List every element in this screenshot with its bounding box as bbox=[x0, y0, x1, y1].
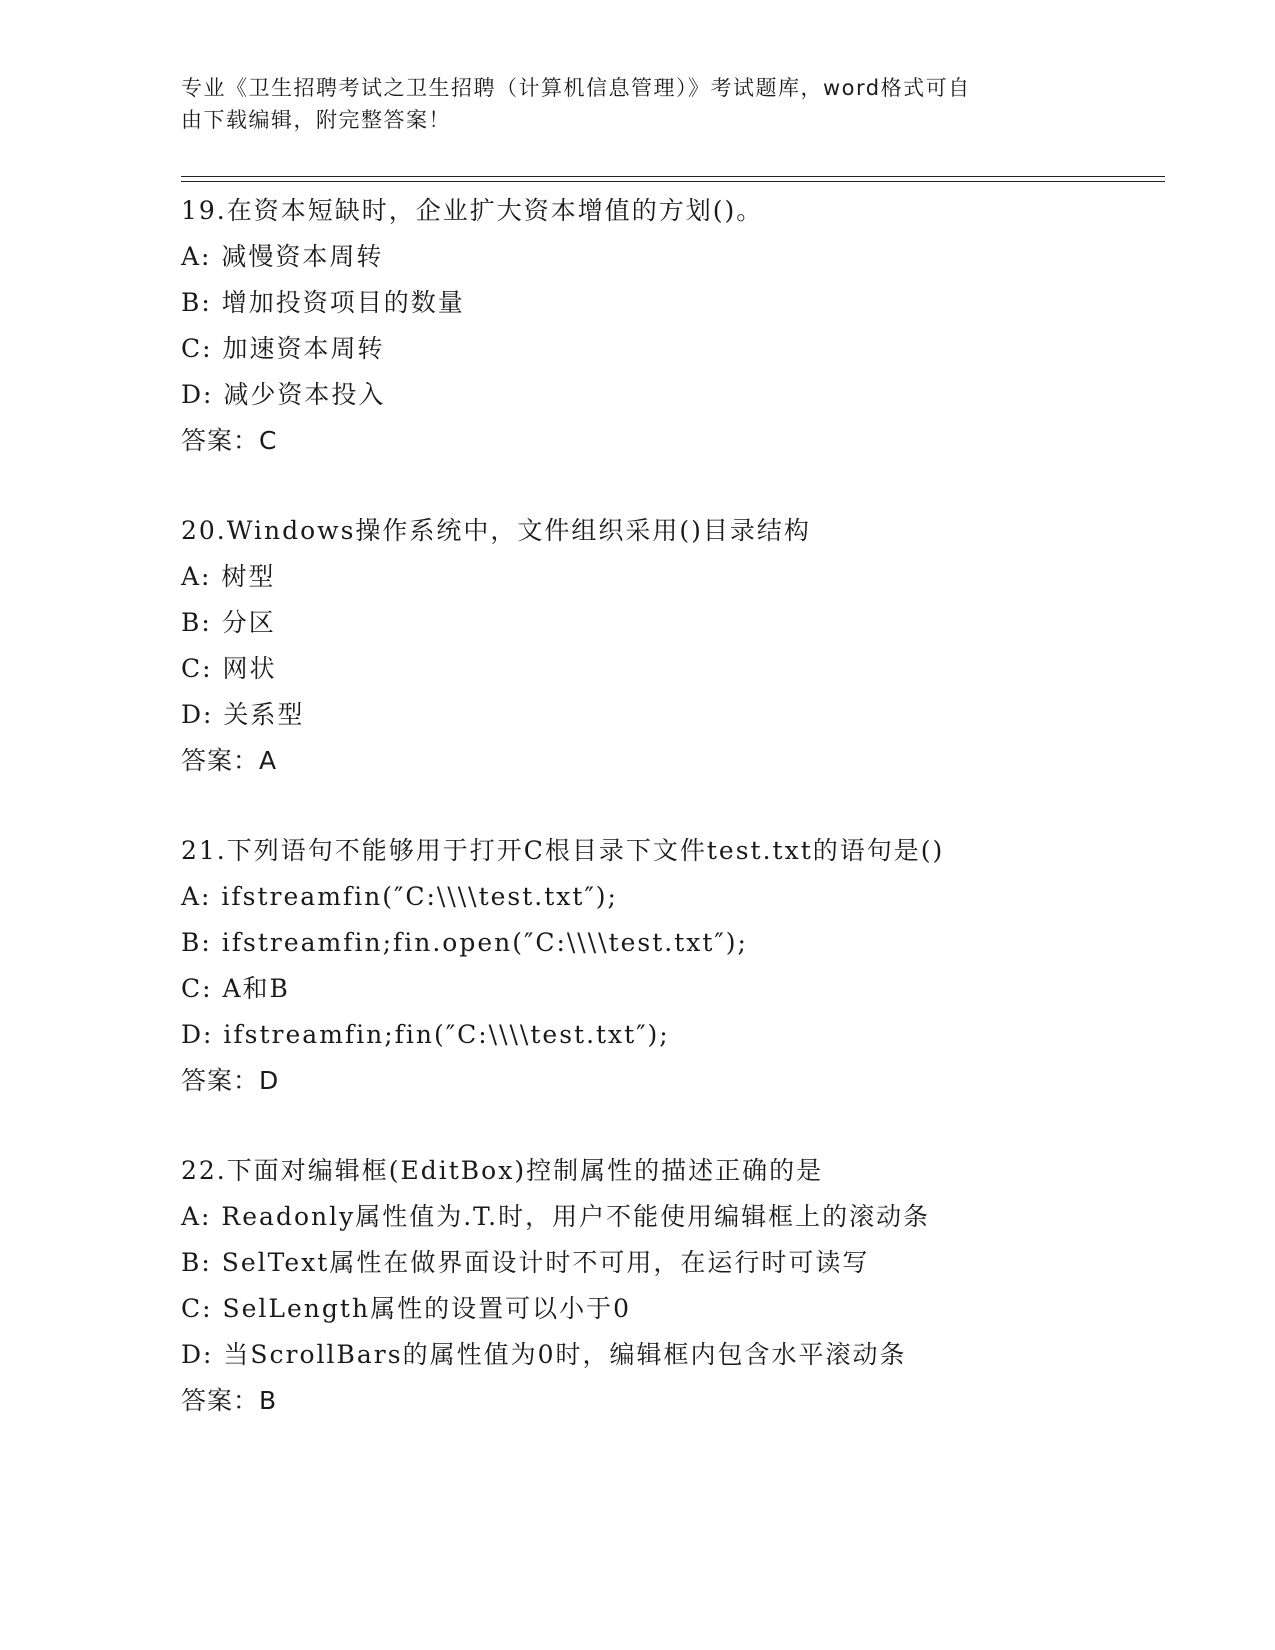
answer-label: 答案：D bbox=[181, 1066, 280, 1095]
option-c: C: 加速资本周转 bbox=[181, 334, 385, 363]
option-b: B: ifstreamfin;fin.open(″C:\\\\test.txt″); bbox=[181, 928, 748, 957]
header-divider-top bbox=[181, 176, 1165, 177]
question-stem: 22.下面对编辑框(EditBox)控制属性的描述正确的是 bbox=[181, 1156, 824, 1185]
question-19 bbox=[181, 188, 1181, 464]
option-a: A: 树型 bbox=[181, 562, 276, 591]
option-d: D: 减少资本投入 bbox=[181, 380, 386, 409]
option-d: D: ifstreamfin;fin(″C:\\\\test.txt″); bbox=[181, 1020, 670, 1049]
option-a: A: Readonly属性值为.T.时，用户不能使用编辑框上的滚动条 bbox=[181, 1202, 931, 1231]
question-21 bbox=[181, 828, 1181, 1104]
question-stem: 20.Windows操作系统中，文件组织采用()目录结构 bbox=[181, 516, 811, 545]
option-b: B: 分区 bbox=[181, 608, 276, 637]
option-d: D: 当ScrollBars的属性值为0时，编辑框内包含水平滚动条 bbox=[181, 1340, 907, 1369]
option-c: C: A和B bbox=[181, 974, 290, 1003]
option-c: C: 网状 bbox=[181, 654, 277, 683]
header-line-1: 专业《卫生招聘考试之卫生招聘（计算机信息管理）》考试题库，word格式可自 bbox=[181, 76, 971, 100]
option-b: B: SelText属性在做界面设计时不可用，在运行时可读写 bbox=[181, 1248, 870, 1277]
header-line-2: 由下载编辑，附完整答案！ bbox=[181, 108, 451, 132]
answer-label: 答案：B bbox=[181, 1386, 278, 1415]
option-a: A: 减慢资本周转 bbox=[181, 242, 384, 271]
option-b: B: 增加投资项目的数量 bbox=[181, 288, 465, 317]
question-20 bbox=[181, 508, 1181, 784]
option-a: A: ifstreamfin(″C:\\\\test.txt″); bbox=[181, 882, 618, 911]
question-22 bbox=[181, 1148, 1181, 1424]
header-divider-bottom bbox=[181, 181, 1165, 182]
document-header bbox=[181, 72, 1081, 136]
answer-label: 答案：C bbox=[181, 426, 278, 455]
option-d: D: 关系型 bbox=[181, 700, 305, 729]
option-c: C: SelLength属性的设置可以小于0 bbox=[181, 1294, 631, 1323]
question-stem: 21.下列语句不能够用于打开C根目录下文件test.txt的语句是() bbox=[181, 836, 945, 865]
answer-label: 答案：A bbox=[181, 746, 278, 775]
question-stem: 19.在资本短缺时，企业扩大资本增值的方划()。 bbox=[181, 196, 764, 225]
